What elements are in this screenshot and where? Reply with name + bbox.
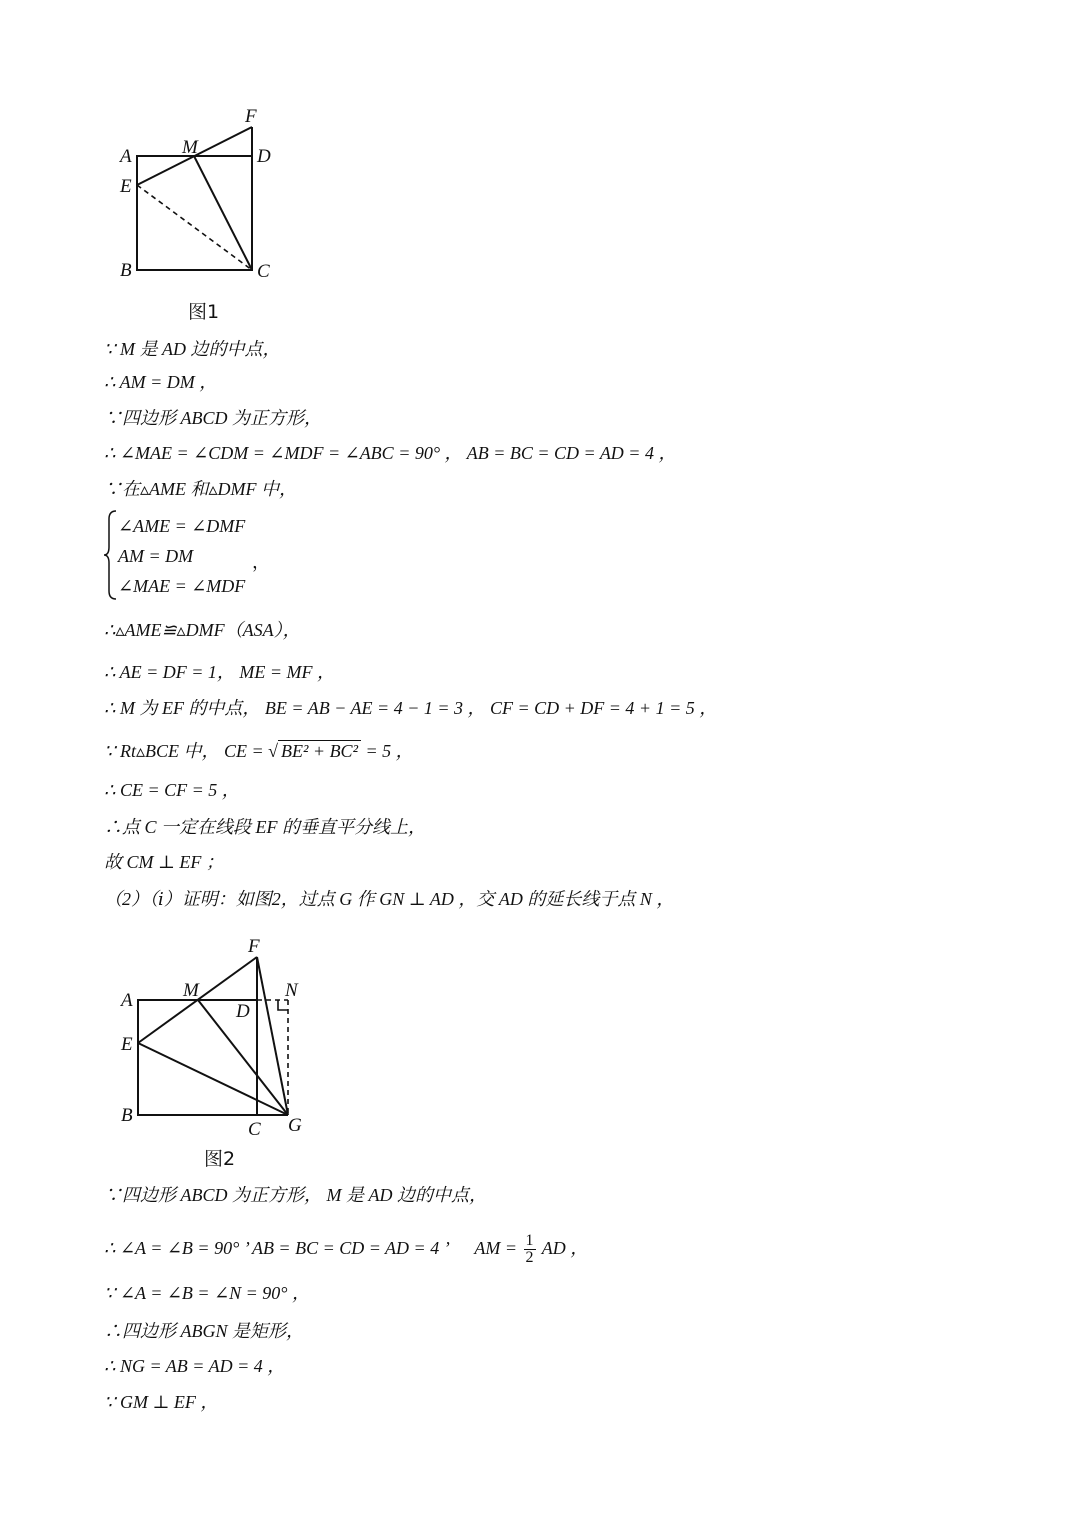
left-brace — [104, 509, 118, 601]
line2-am: AM = — [474, 1238, 518, 1258]
segment-ec-dashed — [137, 185, 252, 270]
label-c: C — [248, 1119, 261, 1140]
system-row: ∠AME = ∠DMF — [118, 516, 246, 536]
right-angle-mark — [278, 1000, 288, 1010]
segment-fg — [257, 957, 288, 1115]
figure-2-caption: 图2 — [204, 1148, 236, 1170]
figure-1-diagram — [110, 100, 290, 290]
fraction-one-half — [524, 1233, 536, 1266]
figure-1-caption: 图1 — [188, 301, 220, 323]
label-d: D — [257, 146, 271, 167]
proof-line: ∵ ∠A = ∠B = ∠N = 90° ， — [104, 1283, 311, 1303]
label-a: A — [121, 990, 133, 1011]
proof-line: ∵在▵AME 和▵DMF 中， — [104, 479, 298, 499]
system-row: ∠MAE = ∠MDF — [118, 576, 246, 596]
label-d: D — [236, 1001, 250, 1022]
line2-right: AD ， — [541, 1238, 589, 1258]
label-g: G — [288, 1115, 302, 1136]
proof-line: ∵四边形 ABCD 为正方形， M 是 AD 边的中点， — [104, 1185, 487, 1205]
frac-denominator: 2 — [525, 1249, 534, 1267]
proof-line: ∴▵AME≌▵DMF（ASA）， — [104, 620, 301, 640]
proof-line: 故 CM ⊥ EF ； — [104, 852, 224, 872]
label-f: F — [248, 936, 260, 957]
proof-line: ∴ M 为 EF 的中点， BE = AB − AE = 4 − 1 = 3 ， CF = CD + DF = 4 + 1 = 5 ， — [104, 698, 718, 718]
label-c: C — [257, 261, 270, 282]
figure-1 — [110, 100, 290, 290]
proof-line: ∵ M 是 AD 边的中点， — [104, 339, 281, 359]
proof-line: ∴ AM = DM ， — [104, 372, 218, 392]
proof-line-frac — [104, 1228, 588, 1268]
line2-left: ∴ ∠A = ∠B = 90° ’ AB = BC = CD = AD = 4 ’ — [104, 1238, 450, 1258]
rt-prefix: ∵ Rt▵BCE 中， CE = — [104, 741, 269, 761]
label-a: A — [120, 146, 132, 167]
label-e: E — [120, 176, 132, 197]
rt-suffix: = 5 ， — [360, 741, 414, 761]
label-b: B — [121, 1105, 133, 1126]
proof-line: ∴ ∠MAE = ∠CDM = ∠MDF = ∠ABC = 90° ， AB = BC = CD = AD = 4 ， — [104, 443, 677, 463]
segment-eg — [138, 1043, 288, 1115]
figure-2 — [110, 930, 340, 1140]
segment-mc — [194, 156, 252, 270]
proof-line: ∴点 C 一定在线段 EF 的垂直平分线上， — [104, 817, 426, 837]
proof-line: ∴ CE = CF = 5 ， — [104, 780, 240, 800]
label-b: B — [120, 260, 132, 281]
label-f: F — [245, 106, 257, 127]
proof-line: ∵四边形 ABCD 为正方形， — [104, 408, 322, 428]
label-m: M — [182, 137, 198, 158]
proof-line: ∵ GM ⊥ EF ， — [104, 1392, 219, 1412]
system-row: AM = DM — [118, 546, 194, 566]
proof-line: ∴四边形 ABGN 是矩形， — [104, 1321, 304, 1341]
figure-2-diagram — [110, 930, 340, 1140]
label-n: N — [285, 980, 298, 1001]
system-comma: ， — [252, 552, 270, 573]
sqrt-radicand: BE² + BC² — [278, 740, 361, 761]
proof-line-rt: ∵ Rt▵BCE 中， CE = √ BE² + BC² = 5 ， — [104, 741, 414, 761]
label-m: M — [183, 980, 199, 1001]
frac-numerator: 1 — [525, 1232, 534, 1250]
proof-line: ∴ AE = DF = 1， ME = MF ， — [104, 662, 336, 682]
proof-line: （2）（ⅰ）证明：如图2，过点 G 作 GN ⊥ AD ，交 AD 的延长线于点 N ， — [104, 889, 675, 909]
square-abcd — [137, 156, 252, 270]
label-e: E — [121, 1034, 133, 1055]
proof-line: ∴ NG = AB = AD = 4 ， — [104, 1356, 286, 1376]
